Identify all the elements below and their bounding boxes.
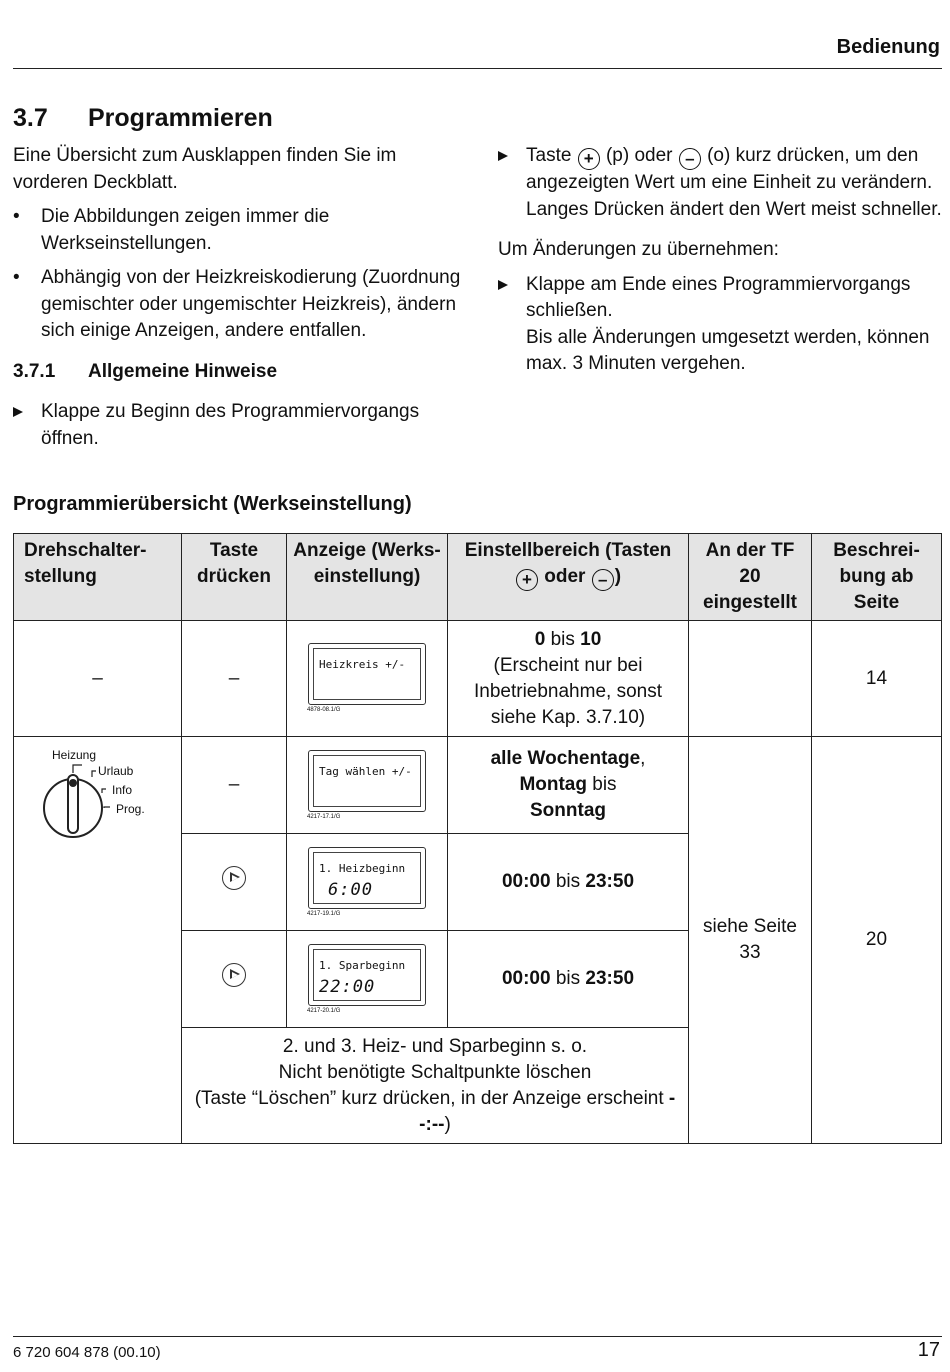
lcd-time: 22:00: [319, 976, 376, 997]
lcd-line: Heizkreis +/-: [319, 658, 406, 671]
step-text-post: (o) kurz drücken, um den angezeigten Wert um eine Einheit zu verändern.: [526, 145, 933, 193]
note-line: (Taste “Löschen” kurz drücken, in der Anzeige erscheint: [194, 1087, 664, 1109]
bullet-text: Abhängig von der Heizkreiskodierung (Zuordnung gemischter oder ungemischter Heizkreis), ändern sich einige Anzeigen, andere entfallen.: [41, 267, 461, 341]
range-min: 00:00: [501, 968, 551, 989]
minus-key-icon: –: [679, 148, 701, 170]
table-row: [14, 737, 942, 834]
subsection-number: 3.7.1: [13, 360, 56, 382]
subsection-title: Allgemeine Hinweise: [88, 360, 278, 382]
cell-key: –: [182, 737, 287, 834]
range-max: 10: [580, 628, 602, 650]
right-column: [498, 143, 943, 386]
knob-label: Heizung: [52, 748, 97, 762]
lcd-line: 1. Sparbeginn: [319, 958, 406, 972]
header-display: Anzeige (Werks-einstellung): [287, 534, 448, 621]
page-number: 17: [917, 1339, 940, 1361]
range-sunday: Sonntag: [530, 800, 606, 821]
range-min: 0: [534, 628, 546, 650]
figure-code: 4217-17.1/G: [307, 813, 341, 820]
header-set-at: An der TF 20 eingestellt: [689, 534, 812, 621]
step-arrow-icon: [498, 280, 508, 290]
step-text: Klappe am Ende eines Programmiervorgangs schließen.: [526, 273, 911, 321]
note-line: 2. und 3. Heiz- und Sparbeginn s. o.: [282, 1035, 588, 1057]
header-key: Taste drücken: [182, 534, 287, 621]
section-number: 3.7: [13, 104, 48, 132]
note-end: ): [444, 1113, 451, 1135]
knob-label: Urlaub: [98, 764, 134, 778]
figure-code: 4878-08.1/G: [307, 707, 341, 713]
bullet-text: Die Abbildungen zeigen immer die Werkseinstellungen.: [41, 206, 330, 254]
minus-key-icon: –: [592, 569, 614, 591]
note-clear-display: --:--: [419, 1087, 676, 1135]
header-page: Beschrei-bung ab Seite: [812, 534, 942, 621]
cell-set-at: [689, 621, 812, 737]
cell-key: –: [182, 621, 287, 737]
cell-page-merged: 20: [812, 737, 942, 1144]
next-key-icon: [222, 866, 246, 890]
next-key-icon: [222, 963, 246, 987]
range-comma: ,: [640, 748, 646, 769]
rotary-switch-figure: [18, 745, 168, 835]
subsection-heading: [13, 359, 463, 386]
range-sep: bis: [555, 871, 581, 892]
header-range-mid: oder: [544, 566, 586, 587]
cell-display: [287, 834, 448, 931]
left-column: [13, 143, 463, 460]
step-note: Bis alle Änderungen umgesetzt werden, können max. 3 Minuten vergehen.: [526, 326, 930, 374]
section-heading: [13, 104, 273, 133]
cell-display: [287, 931, 448, 1028]
lcd-display: [308, 643, 426, 705]
cell-switch: –: [14, 621, 182, 737]
bullet-item: [13, 204, 463, 257]
table-title: Programmierübersicht (Werkseinstellung): [13, 493, 412, 515]
header-range-pre: Einstellbereich (Tasten: [464, 540, 672, 561]
programming-overview-table: [13, 533, 942, 1144]
cell-note: [182, 1028, 689, 1144]
section-title: Programmieren: [88, 104, 273, 132]
header-rule: [13, 68, 942, 69]
range-monday: Montag: [519, 774, 587, 795]
step-text: Klappe zu Beginn des Programmiervorgangs öffnen.: [41, 401, 420, 449]
cell-range: [448, 834, 689, 931]
instruction-step: [13, 399, 463, 452]
cell-switch-knob: [14, 737, 182, 1144]
range-min: 00:00: [501, 871, 551, 892]
cell-set-at-merged: siehe Seite 33: [689, 737, 812, 1144]
instruction-step: [498, 143, 943, 223]
cell-display: [287, 737, 448, 834]
knob-label: Info: [112, 783, 133, 797]
lcd-display: [308, 750, 426, 812]
range-max: 23:50: [585, 968, 635, 989]
lcd-display: [308, 944, 426, 1006]
range-sep: bis: [555, 968, 581, 989]
lcd-line: Tag wählen +/-: [319, 764, 412, 778]
bullet-dot: •: [13, 206, 20, 227]
header-range: [448, 534, 689, 621]
header-range-post: ): [614, 566, 622, 587]
figure-code: 4217-20.1/G: [307, 1007, 341, 1014]
intro-paragraph: Eine Übersicht zum Ausklappen finden Sie im vorderen Deckblatt.: [13, 145, 397, 193]
range-sep: bis: [592, 774, 617, 795]
lcd-line: 1. Heizbeginn: [319, 861, 406, 875]
instruction-step: [498, 272, 943, 378]
table-header-row: [14, 534, 942, 621]
range-max: 23:50: [585, 871, 635, 892]
doc-number: 6 720 604 878 (00.10): [13, 1344, 161, 1361]
cell-range: [448, 737, 689, 834]
plus-key-icon: +: [578, 148, 600, 170]
lcd-display: [308, 847, 426, 909]
cell-key: [182, 834, 287, 931]
bullet-dot: •: [13, 267, 20, 288]
figure-code: 4217-19.1/G: [307, 910, 341, 917]
cell-range: [448, 931, 689, 1028]
lcd-time: 6:00: [328, 879, 373, 900]
step-arrow-icon: [498, 151, 508, 161]
running-header: Bedienung: [836, 36, 940, 58]
footer-rule: [13, 1336, 942, 1337]
range-sep: bis: [550, 628, 575, 650]
range-all-days: alle Wochentage: [490, 748, 641, 769]
apply-intro: Um Änderungen zu übernehmen:: [498, 239, 779, 260]
cell-display: [287, 621, 448, 737]
plus-key-icon: +: [516, 569, 538, 591]
cell-key: [182, 931, 287, 1028]
header-switch-position: Drehschalter-stellung: [14, 534, 182, 621]
step-note: Langes Drücken ändert den Wert meist schneller.: [526, 198, 942, 220]
cell-range: [448, 621, 689, 737]
step-text-pre: Taste: [526, 145, 572, 166]
knob-label: Prog.: [116, 802, 145, 816]
range-note: (Erscheint nur bei Inbetriebnahme, sonst siehe Kap. 3.7.10): [473, 654, 662, 728]
cell-page: 14: [812, 621, 942, 737]
bullet-item: [13, 265, 463, 345]
table-row: [14, 621, 942, 737]
step-arrow-icon: [13, 407, 23, 417]
step-text-mid: (p) oder: [605, 145, 673, 166]
note-line: Nicht benötigte Schaltpunkte löschen: [278, 1061, 592, 1083]
